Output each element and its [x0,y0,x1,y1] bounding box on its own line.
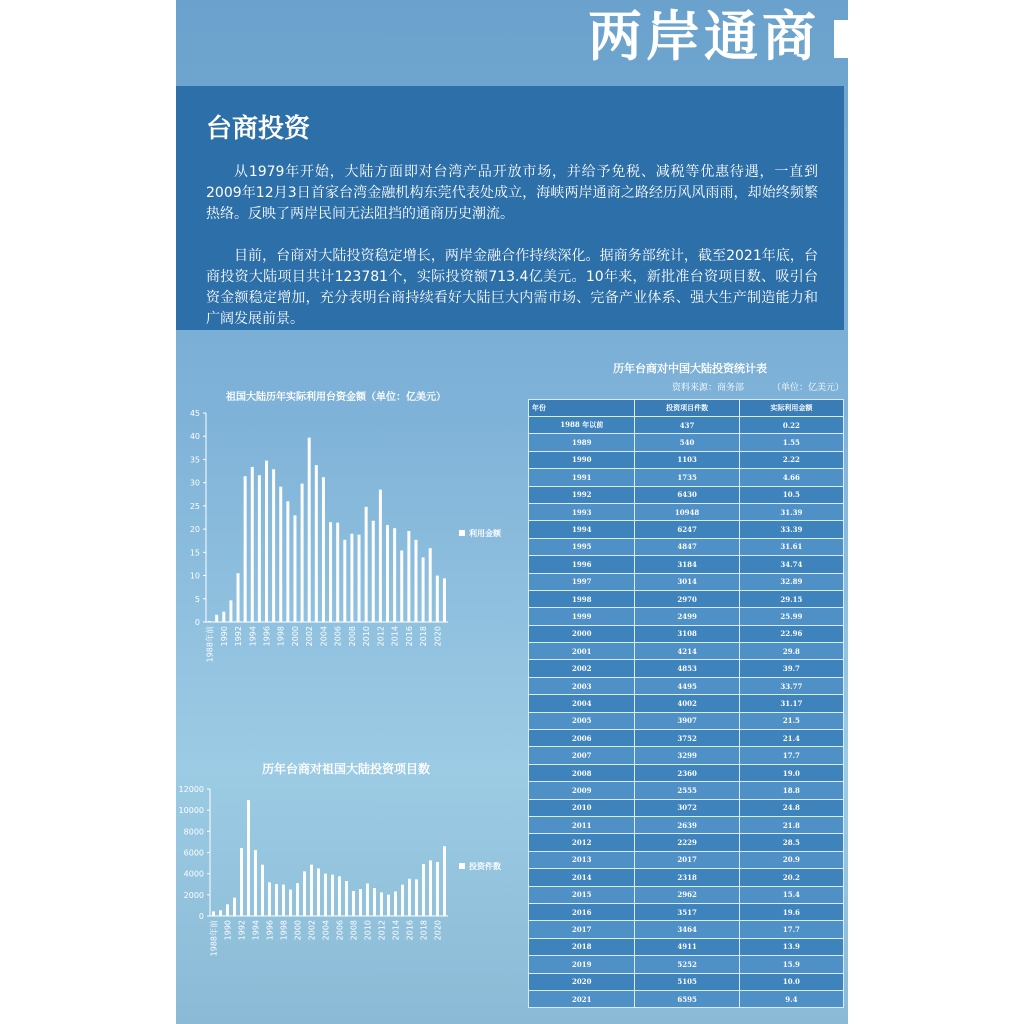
table-row [529,503,844,520]
bar [443,578,446,622]
cell-projects: 437 [635,417,739,434]
bar [261,865,264,916]
cell-amount: 31.39 [739,503,843,520]
table-row [529,730,844,747]
bar [240,848,243,916]
bar [233,898,236,916]
cell-amount: 31.17 [739,695,843,712]
x-tick-label: 2016 [405,920,415,941]
y-tick-label: 10 [189,571,200,581]
section-heading: 台商投资 [206,114,311,144]
table-row [529,590,844,607]
table-row [529,469,844,486]
x-tick-label: 2004 [321,920,331,941]
table-row [529,886,844,903]
bar [345,881,348,916]
cell-amount: 10.5 [739,486,843,503]
bar [219,910,222,916]
cell-projects: 2229 [635,834,739,851]
x-tick-label: 1994 [248,626,258,647]
bar [429,860,432,916]
col-year-header: 年份 [529,400,635,417]
table-row [529,869,844,886]
bar [414,540,417,622]
bar [229,600,232,622]
cell-year: 2006 [529,730,635,747]
table-row [529,695,844,712]
bar [244,476,247,622]
cell-amount: 21.4 [739,730,843,747]
bar [215,615,218,622]
bar [422,864,425,916]
cell-projects: 3108 [635,625,739,642]
cell-projects: 3014 [635,573,739,590]
x-tick-label: 2006 [335,920,345,941]
bar [301,484,304,622]
cell-year: 2003 [529,677,635,694]
table-row [529,764,844,781]
cell-amount: 4.66 [739,469,843,486]
bar [322,477,325,622]
x-tick-label: 2006 [333,626,343,647]
x-tick-label: 1988年前 [205,626,215,663]
table-row [529,712,844,729]
bar [208,621,211,622]
cell-year: 2018 [529,938,635,955]
cell-amount: 15.4 [739,886,843,903]
x-tick-label: 1998 [279,920,289,941]
x-tick-label: 2014 [391,920,401,941]
cell-projects: 3752 [635,730,739,747]
bar [275,884,278,916]
bar [373,888,376,916]
table-row [529,782,844,799]
y-tick-label: 35 [189,455,200,465]
bar [222,612,225,622]
cell-year: 2009 [529,782,635,799]
y-tick-label: 40 [189,432,200,442]
bar [296,883,299,916]
cell-amount: 20.9 [739,851,843,868]
x-tick-label: 2000 [293,920,303,941]
cell-amount: 19.0 [739,764,843,781]
bar [254,850,257,916]
table-row [529,956,844,973]
legend-label: 利用金额 [469,529,501,538]
cell-year: 1996 [529,556,635,573]
x-tick-label: 2008 [347,626,357,647]
cell-projects: 4214 [635,643,739,660]
table-row [529,556,844,573]
table-row [529,573,844,590]
bar [303,871,306,916]
bar [289,890,292,916]
x-tick-label: 2000 [290,626,300,647]
x-tick-label: 2010 [362,626,372,647]
bar [408,879,411,916]
x-tick-label: 2016 [404,626,414,647]
cell-amount: 29.15 [739,590,843,607]
cell-year: 2016 [529,903,635,920]
cell-year: 1992 [529,486,635,503]
x-tick-label: 2010 [363,920,373,941]
x-tick-label: 2012 [376,626,386,647]
cell-year: 2014 [529,869,635,886]
table-row [529,538,844,555]
bar [359,889,362,916]
x-tick-label: 2008 [349,920,359,941]
x-tick-label: 2004 [319,626,329,647]
x-tick-label: 1994 [251,920,261,941]
cell-year: 1988 年以前 [529,417,635,434]
cell-projects: 5252 [635,956,739,973]
bar [331,875,334,916]
y-tick-label: 25 [189,501,200,511]
bar [350,534,353,622]
bar [393,528,396,622]
cell-amount: 20.2 [739,869,843,886]
bar [212,911,215,916]
y-tick-label: 0 [198,912,204,921]
bar [279,487,282,622]
bar [343,540,346,622]
cell-year: 2019 [529,956,635,973]
bar [422,557,425,622]
cell-year: 2005 [529,712,635,729]
cell-year: 2001 [529,643,635,660]
bar [329,522,332,622]
bar [366,883,369,916]
cell-year: 1995 [529,538,635,555]
bar [365,507,368,622]
table-row [529,451,844,468]
chart-amount-title-text: 祖国大陆历年实际利用台资金额（单位：亿美元） [226,392,446,403]
cell-projects: 2318 [635,869,739,886]
y-tick-label: 0 [194,618,200,627]
x-tick-label: 2018 [419,920,429,941]
cell-projects: 4853 [635,660,739,677]
x-tick-label: 1996 [262,626,272,647]
cell-year: 1999 [529,608,635,625]
cell-amount: 29.8 [739,643,843,660]
cell-year: 2021 [529,990,635,1007]
cell-amount: 25.99 [739,608,843,625]
x-tick-label: 1988年前 [209,920,219,957]
table-row [529,660,844,677]
bar [394,891,397,916]
chart-projects-title-text: 历年台商对祖国大陆投资项目数 [261,762,430,776]
table-row [529,625,844,642]
cell-projects: 4911 [635,938,739,955]
table-row [529,799,844,816]
cell-amount: 0.22 [739,417,843,434]
cell-year: 2007 [529,747,635,764]
legend-swatch [459,863,465,869]
bar [436,576,439,622]
cell-projects: 4847 [635,538,739,555]
table-row [529,521,844,538]
bar [308,438,311,622]
header-accent-bar [834,20,848,58]
chart-projects [176,778,516,968]
table-row [529,608,844,625]
legend-label: 投资件数 [469,862,501,871]
bar [387,895,390,916]
bar [247,800,250,916]
cell-year: 2000 [529,625,635,642]
x-tick-label: 2020 [433,626,443,647]
cell-amount: 10.0 [739,973,843,990]
bar [379,490,382,622]
cell-amount: 31.61 [739,538,843,555]
cell-amount: 34.74 [739,556,843,573]
cell-year: 1990 [529,451,635,468]
x-tick-label: 1992 [237,920,247,941]
cell-amount: 28.5 [739,834,843,851]
cell-year: 2004 [529,695,635,712]
cell-amount: 19.6 [739,903,843,920]
cell-projects: 3299 [635,747,739,764]
y-tick-label: 2000 [183,890,204,900]
bar [352,891,355,916]
cell-projects: 2499 [635,608,739,625]
table-row [529,990,844,1007]
cell-projects: 2962 [635,886,739,903]
y-tick-label: 10000 [178,806,204,816]
table-row [529,434,844,451]
y-tick-label: 15 [189,548,200,558]
bar [400,550,403,622]
cell-projects: 3907 [635,712,739,729]
cell-projects: 2970 [635,590,739,607]
cell-projects: 2360 [635,764,739,781]
table-unit: （单位：亿美元） [772,383,845,393]
bar [282,885,285,916]
table-row [529,851,844,868]
cell-projects: 6430 [635,486,739,503]
y-tick-label: 4000 [183,869,204,879]
y-tick-label: 6000 [183,848,204,858]
x-tick-label: 1990 [223,920,233,941]
bar [265,461,268,622]
table-row [529,747,844,764]
cell-amount: 22.96 [739,625,843,642]
cell-projects: 3184 [635,556,739,573]
table-header-row [529,400,844,417]
cell-amount: 18.8 [739,782,843,799]
x-tick-label: 1998 [276,626,286,647]
y-tick-label: 5 [194,594,200,604]
x-tick-label: 1992 [234,626,244,647]
table-row [529,973,844,990]
cell-year: 2013 [529,851,635,868]
cell-projects: 540 [635,434,739,451]
cell-projects: 1103 [635,451,739,468]
bar [310,865,313,916]
cell-projects: 10948 [635,503,739,520]
cell-amount: 33.77 [739,677,843,694]
cell-projects: 4002 [635,695,739,712]
y-tick-label: 12000 [178,785,204,794]
bar [251,467,254,622]
y-tick-label: 8000 [183,827,204,837]
table-row [529,921,844,938]
cell-year: 1994 [529,521,635,538]
cell-year: 1997 [529,573,635,590]
table-row [529,643,844,660]
cell-amount: 1.55 [739,434,843,451]
y-tick-label: 30 [189,478,200,488]
cell-year: 2008 [529,764,635,781]
bar [380,892,383,916]
y-tick-label: 45 [189,409,200,418]
table-row [529,816,844,833]
cell-amount: 13.9 [739,938,843,955]
cell-projects: 6247 [635,521,739,538]
bar [443,846,446,916]
cell-projects: 3072 [635,799,739,816]
chart-projects-title [236,760,456,777]
table-row [529,834,844,851]
cell-year: 2012 [529,834,635,851]
cell-amount: 21.8 [739,816,843,833]
cell-projects: 2017 [635,851,739,868]
cell-year: 2010 [529,799,635,816]
bar [272,469,275,622]
cell-amount: 9.4 [739,990,843,1007]
x-tick-label: 2014 [390,626,400,647]
intro-panel [176,86,844,330]
cell-year: 1989 [529,434,635,451]
bar [372,521,375,622]
cell-amount: 24.8 [739,799,843,816]
cell-projects: 3517 [635,903,739,920]
chart-amount [176,400,516,670]
header-title: 两岸通商 [588,4,820,68]
cell-projects: 6595 [635,990,739,1007]
bar [415,879,418,916]
legend-swatch [459,530,465,536]
bar [268,882,271,916]
x-tick-label: 1990 [219,626,229,647]
bar [293,515,296,622]
x-tick-label: 1996 [265,920,275,941]
cell-year: 2017 [529,921,635,938]
table-row [529,486,844,503]
cell-year: 1998 [529,590,635,607]
x-tick-label: 2012 [377,920,387,941]
table-row [529,903,844,920]
cell-projects: 4495 [635,677,739,694]
table-title: 历年台商对中国大陆投资统计表 [613,362,767,375]
bar [286,501,289,622]
x-tick-label: 2018 [419,626,429,647]
col-projects-header: 投资项目件数 [635,400,739,417]
bar [429,548,432,622]
cell-year: 2002 [529,660,635,677]
cell-amount: 17.7 [739,921,843,938]
table-row [529,938,844,955]
cell-year: 1993 [529,503,635,520]
bar [237,573,240,622]
cell-year: 2020 [529,973,635,990]
bar [226,904,229,916]
bar [436,862,439,916]
cell-projects: 2639 [635,816,739,833]
cell-projects: 5105 [635,973,739,990]
bar [401,885,404,916]
intro-paragraph-1: 从1979年开始，大陆方面即对台湾产品开放市场，并给予免税、减税等优惠待遇，一直到2009年12月3日首家台湾金融机构东莞代表处成立，海峡两岸通商之路经历风风雨雨，却始终频繁热络。反映了两岸民间无法阻挡的通商历史潮流。 [206,164,818,222]
intro-paragraph-2: 目前，台商对大陆投资稳定增长，两岸金融合作持续深化。据商务部统计，截至2021年底，台商投资大陆项目共计123781个，实际投资额713.4亿美元。10年来，新批准台资项目数、吸引台资金额稳定增加，充分表明台商持续看好大陆巨大内需市场、完备产业体系、强大生产制造能力和广阔发展前景。 [206,248,818,327]
bar [315,465,318,622]
bar [358,535,361,622]
bar [258,475,261,622]
y-tick-label: 20 [189,525,200,535]
table-source: 资料来源：商务部 [672,383,745,393]
investment-table [528,399,844,1008]
bar [324,874,327,916]
table-row [529,677,844,694]
cell-projects: 3464 [635,921,739,938]
cell-amount: 32.89 [739,573,843,590]
cell-amount: 39.7 [739,660,843,677]
cell-amount: 33.39 [739,521,843,538]
bar [407,531,410,622]
cell-amount: 21.5 [739,712,843,729]
bar [336,523,339,622]
cell-amount: 15.9 [739,956,843,973]
col-amount-header: 实际利用金额 [739,400,843,417]
x-tick-label: 2002 [305,626,315,647]
cell-amount: 2.22 [739,451,843,468]
cell-amount: 17.7 [739,747,843,764]
cell-projects: 1735 [635,469,739,486]
table-row [529,417,844,434]
cell-projects: 2555 [635,782,739,799]
bar [338,876,341,916]
x-tick-label: 2020 [433,920,443,941]
bar [317,868,320,916]
cell-year: 2015 [529,886,635,903]
page [176,0,848,1024]
bar [386,525,389,622]
cell-year: 1991 [529,469,635,486]
x-tick-label: 2002 [307,920,317,941]
cell-year: 2011 [529,816,635,833]
